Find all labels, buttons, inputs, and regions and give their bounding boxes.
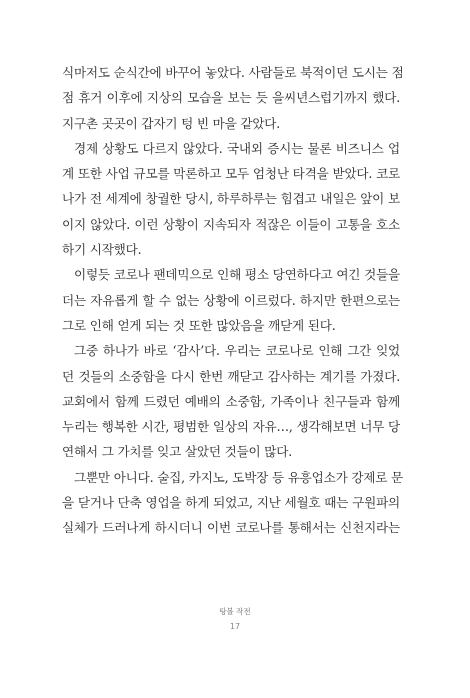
text-line: 이렇듯 코로나 팬데믹으로 인해 평소 당연하다고 여긴 것들을 bbox=[74, 267, 400, 283]
text-line: 을 닫거나 단축 영업을 하게 되었고, 지난 세월호 때는 구원파의 bbox=[62, 495, 400, 511]
text-line: 점 휴거 이후에 지상의 모습을 보는 듯 을씨년스럽기까지 했다. bbox=[62, 90, 400, 106]
page-number: 17 bbox=[229, 622, 241, 631]
text-line: 누리는 행복한 시간, 평범한 일상의 자유…, 생각해보면 너무 당 bbox=[62, 419, 400, 435]
paragraph-2 bbox=[62, 136, 400, 262]
text-line: 더는 자유롭게 할 수 없는 상황에 이르렀다. 하지만 한편으로는 bbox=[62, 292, 400, 308]
text-line: 실체가 드러나게 하시더니 이번 코로나를 통해서는 신천지라는 bbox=[62, 520, 400, 536]
text-line: 그중 하나가 바로 ‘감사’다. 우리는 코로나로 인해 그간 잊었 bbox=[74, 343, 400, 359]
text-line: 교회에서 함께 드렸던 예배의 소중함, 가족이나 친구들과 함께 bbox=[62, 393, 400, 409]
text-line: 이지 않았다. 이런 상황이 지속되자 적잖은 이들이 고통을 호소 bbox=[62, 216, 400, 232]
paragraph-3 bbox=[62, 262, 400, 338]
text-line: 그로 인해 얻게 되는 것 또한 많았음을 깨닫게 된다. bbox=[62, 317, 336, 333]
text-line: 던 것들의 소중함을 다시 한번 깨닫고 감사하는 계기를 가졌다. bbox=[62, 368, 400, 384]
paragraph-5 bbox=[62, 465, 404, 541]
text-line: 하기 시작했다. bbox=[62, 242, 142, 258]
text-line: 식마저도 순식간에 바꾸어 놓았다. 사람들로 북적이던 도시는 점 bbox=[62, 65, 404, 80]
text-line: 지구촌 곳곳이 갑자기 텅 빈 마을 같았다. bbox=[62, 115, 281, 131]
text-line: 계 또한 사업 규모를 막론하고 모두 엄청난 타격을 받았다. 코로 bbox=[62, 166, 400, 182]
running-footer-title: 탕볼 작전 bbox=[219, 607, 251, 616]
text-line: 연해서 그 가치를 잊고 살았던 것들이 많다. bbox=[62, 444, 293, 460]
text-line: 경제 상황도 다르지 않았다. 국내외 증시는 물론 비즈니스 업 bbox=[74, 140, 400, 156]
paragraph-4 bbox=[62, 338, 400, 464]
text-line: 그뿐만 아니다. 술집, 카지노, 도박장 등 유흥업소가 강제로 문 bbox=[74, 469, 404, 485]
body-text bbox=[62, 60, 404, 541]
text-line: 나가 전 세계에 창궐한 당시, 하루하루는 힘겹고 내일은 앞이 보 bbox=[62, 191, 400, 207]
paragraph-1 bbox=[62, 60, 404, 136]
